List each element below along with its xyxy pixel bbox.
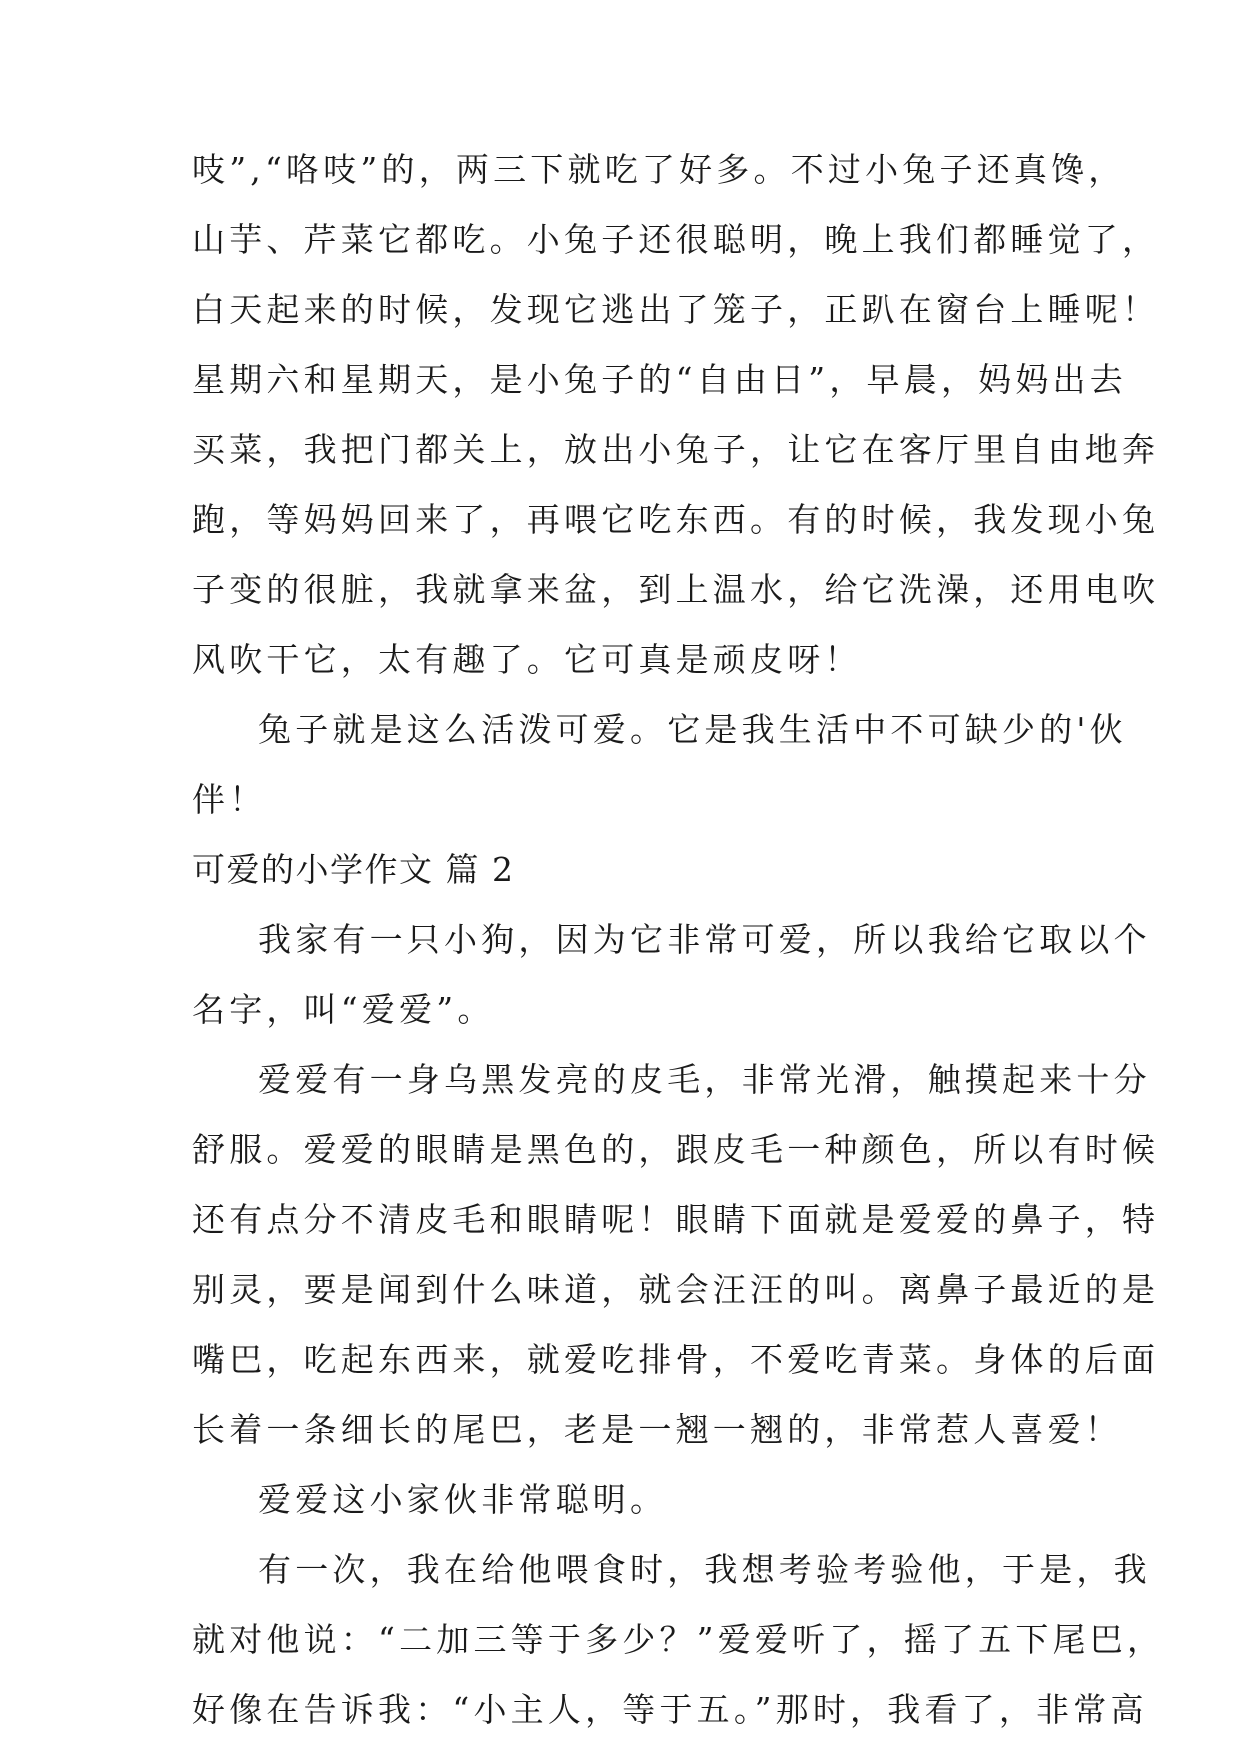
- text-line: 白天起来的时候，发现它逃出了笼子，正趴在窗台上睡呢！: [192, 290, 1160, 329]
- text-line: 舒服。爱爱的眼睛是黑色的，跟皮毛一种颜色，所以有时候: [192, 1130, 1160, 1169]
- text-line: 别灵，要是闻到什么味道，就会汪汪的叫。离鼻子最近的是: [192, 1270, 1160, 1309]
- text-line: 长着一条细长的尾巴，老是一翘一翘的，非常惹人喜爱！: [192, 1410, 1122, 1449]
- text-line: 伴！: [192, 780, 267, 819]
- section-heading: 可爱的小学作文 篇 2: [192, 850, 515, 889]
- paragraph-first-line: 爱爱这小家伙非常聪明。: [258, 1480, 668, 1519]
- text-line: 嘴巴，吃起东西来，就爱吃排骨，不爱吃青菜。身体的后面: [192, 1340, 1160, 1379]
- text-line: 山芋、芹菜它都吃。小兔子还很聪明，晚上我们都睡觉了，: [192, 220, 1160, 259]
- text-line: 还有点分不清皮毛和眼睛呢！眼睛下面就是爱爱的鼻子，特: [192, 1200, 1160, 1239]
- text-line: 子变的很脏，我就拿来盆，到上温水，给它洗澡，还用电吹: [192, 570, 1160, 609]
- text-line: 就对他说：“二加三等于多少？”爱爱听了，摇了五下尾巴，: [192, 1620, 1165, 1659]
- text-line: 名字，叫“爱爱”。: [192, 990, 495, 1029]
- paragraph-first-line: 我家有一只小狗，因为它非常可爱，所以我给它取以个: [258, 920, 1151, 959]
- paragraph-first-line: 爱爱有一身乌黑发亮的皮毛，非常光滑，触摸起来十分: [258, 1060, 1151, 1099]
- text-line: 星期六和星期天，是小兔子的“自由日”，早晨，妈妈出去: [192, 360, 1127, 399]
- text-line: 吱”,“咯吱”的，两三下就吃了好多。不过小兔子还真馋，: [192, 150, 1126, 189]
- paragraph-first-line: 兔子就是这么活泼可爱。它是我生活中不可缺少的'伙: [258, 710, 1127, 749]
- text-line: 好像在告诉我：“小主人，等于五。”那时，我看了，非常高: [192, 1690, 1148, 1729]
- paragraph-first-line: 有一次，我在给他喂食时，我想考验考验他，于是，我: [258, 1550, 1151, 1589]
- text-line: 风吹干它，太有趣了。它可真是顽皮呀！: [192, 640, 862, 679]
- text-line: 买菜，我把门都关上，放出小兔子，让它在客厅里自由地奔: [192, 430, 1160, 469]
- text-line: 跑，等妈妈回来了，再喂它吃东西。有的时候，我发现小兔: [192, 500, 1160, 539]
